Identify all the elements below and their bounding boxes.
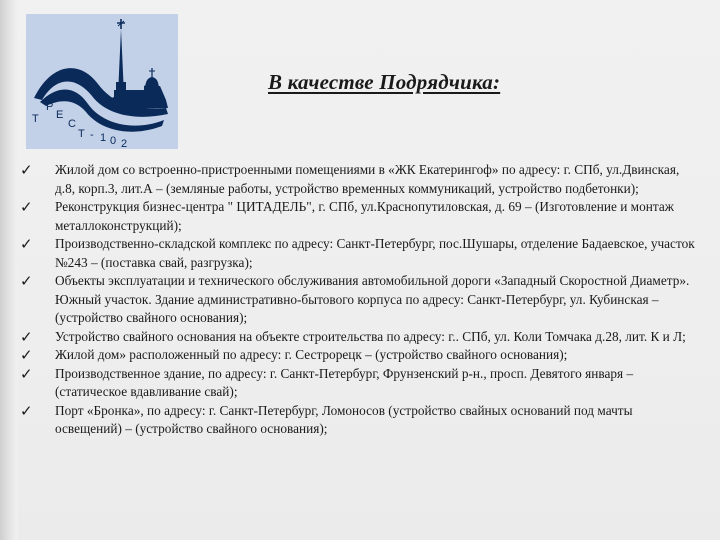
company-logo: [26, 14, 178, 149]
list-item: [18, 402, 698, 439]
list-item-text: Производственно-складской комплекс по адресу: Санкт-Петербург, пос.Шушары, отделение Бадаевское, участок №243 – (поставка свай, разгрузка);: [55, 236, 695, 270]
logo-letter: -: [90, 129, 94, 141]
logo-letter: С: [68, 118, 76, 130]
checkmark-icon: ✓: [20, 327, 33, 346]
logo-letter: 2: [121, 138, 128, 149]
list-item-text: Жилой дом» расположенный по адресу: г. Сестрорецк – (устройство свайного основания);: [55, 347, 568, 362]
checkmark-icon: ✓: [20, 235, 33, 253]
project-list: [18, 161, 698, 439]
logo-letter: Е: [56, 109, 64, 121]
logo-letter: 0: [110, 135, 117, 147]
checkmark-icon: ✓: [20, 401, 33, 420]
list-item: [18, 198, 698, 235]
list-item: [18, 365, 698, 402]
list-item-text: Жилой дом со встроенно-пристроенными помещениями в «ЖК Екатерингоф» по адресу: г. СПб, ул.Двинская, д.8, корп.3, лит.А – (земляные работы, устройство временных коммуникаций, устройство подбетонки);: [55, 162, 680, 196]
trest-102-logo-image: [26, 14, 178, 149]
list-item: [18, 235, 698, 272]
checkmark-icon: ✓: [20, 198, 33, 216]
logo-letter: Р: [46, 101, 54, 113]
list-item-text: Порт «Бронка», по адресу: г. Санкт-Петербург, Ломоносов (устройство свайных оснований под мачты освещений) – (устройство свайного основания);: [55, 402, 633, 436]
checkmark-icon: ✓: [20, 272, 33, 290]
list-item: [18, 328, 698, 347]
logo-letter: Т: [78, 128, 85, 140]
list-item-text: Производственное здание, по адресу: г. Санкт-Петербург, Фрунзенский р-н., просп. Девятого января – (статическое вдавливание свай);: [55, 365, 634, 399]
checkmark-icon: ✓: [20, 364, 33, 383]
checkmark-icon: ✓: [20, 161, 33, 179]
list-item: [18, 272, 698, 328]
list-item: [18, 161, 698, 198]
logo-letter: 1: [100, 132, 107, 144]
list-item-text: Объекты эксплуатации и технического обслуживания автомобильной дороги «Западный Скоростной Диаметр». Южный участок. Здание административно-бытового корпуса по адресу: Санкт-Петербург, ул. Кубинская – (устройство свайного основания);: [55, 273, 690, 325]
list-item: [18, 346, 698, 365]
list-item-text: Устройство свайного основания на объекте строительства по адресу: г.. СПб, ул. Коли Томчака д.28, лит. К и Л;: [55, 328, 686, 344]
list-item-text: Реконструкция бизнес-центра " ЦИТАДЕЛЬ", г. СПб, ул.Краснопутиловская, д. 69 – (Изготовление и монтаж металлоконструкций);: [55, 199, 674, 233]
checkmark-icon: ✓: [20, 346, 33, 364]
slide-edge-shadow: [0, 0, 18, 540]
page-title: В качестве Подрядчика:: [268, 70, 501, 94]
logo-letter: Т: [32, 113, 39, 125]
